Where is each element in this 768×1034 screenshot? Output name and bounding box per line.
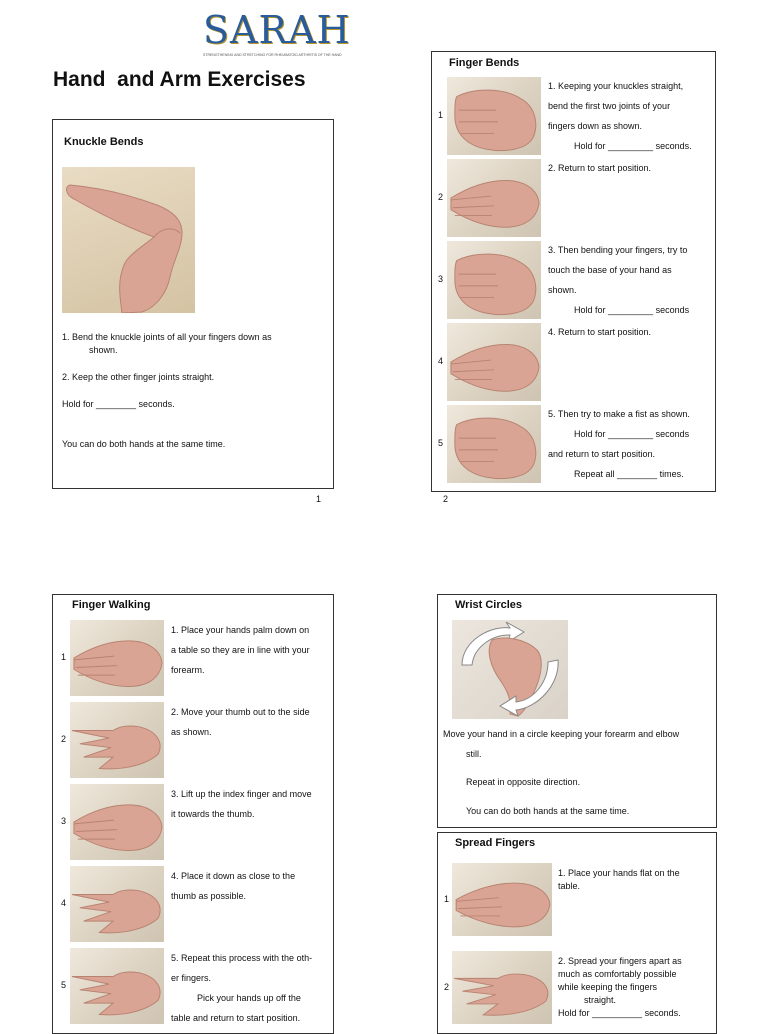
row-number: 4 xyxy=(438,356,444,366)
wrist-line2: Repeat in opposite direction. xyxy=(466,777,581,787)
hand-photo xyxy=(70,948,164,1024)
row-text: shown. xyxy=(548,285,577,295)
row-text: 2. Return to start position. xyxy=(548,163,652,173)
row-text: a table so they are in line with your xyxy=(171,645,310,655)
row-text: 2. Spread your fingers apart as xyxy=(558,956,682,966)
knuckle-step2: 2. Keep the other finger joints straight. xyxy=(62,372,215,382)
row-text: fingers down as shown. xyxy=(548,121,643,131)
finger-bends-card xyxy=(431,51,716,492)
row-text: straight. xyxy=(584,995,617,1005)
card-title: Wrist Circles xyxy=(455,599,523,611)
row-text: table. xyxy=(558,881,581,891)
hand-icon xyxy=(447,241,541,319)
row-text: er fingers. xyxy=(171,973,212,983)
hand-photo xyxy=(452,863,552,936)
row-text: forearm. xyxy=(171,665,205,675)
wrist-line1: Move your hand in a circle keeping your forearm and elbow xyxy=(443,729,680,739)
knuckle-step1b: shown. xyxy=(89,345,118,355)
row-number: 2 xyxy=(444,981,450,992)
row-text: thumb as possible. xyxy=(171,891,247,901)
card-title: Finger Walking xyxy=(72,599,151,611)
row-text: Hold for _________ seconds xyxy=(574,429,690,439)
hand-icon xyxy=(452,951,552,1024)
row-text: 1. Place your hands flat on the xyxy=(558,868,680,878)
spread-fingers-card xyxy=(437,832,717,1034)
row-text: touch the base of your hand as xyxy=(548,265,672,275)
hand-icon xyxy=(447,77,541,155)
wrist-photo xyxy=(452,620,568,719)
knuckle-note: You can do both hands at the same time. xyxy=(62,439,226,449)
hand-photo xyxy=(447,77,541,155)
row-number: 3 xyxy=(438,274,444,284)
page-title: Hand and Arm Exercises xyxy=(53,68,306,91)
hand-photo xyxy=(70,702,164,778)
row-number: 5 xyxy=(438,438,444,448)
hand-icon xyxy=(70,784,164,860)
logo-text: SARAH xyxy=(203,8,351,52)
wrist-line3: You can do both hands at the same time. xyxy=(466,806,630,816)
row-text: 3. Then bending your fingers, try to xyxy=(548,245,688,255)
row-text: table and return to start position. xyxy=(171,1013,301,1023)
row-text: Hold for __________ seconds. xyxy=(558,1008,681,1018)
page-number-2: 2 xyxy=(443,494,449,504)
row-text: it towards the thumb. xyxy=(171,809,255,819)
hand-icon xyxy=(70,866,164,942)
wrist-circles-card xyxy=(437,594,717,828)
card-title: Knuckle Bends xyxy=(64,136,144,148)
wrist-circle-icon xyxy=(452,620,568,719)
row-number: 3 xyxy=(61,816,67,826)
row-text: 2. Move your thumb out to the side xyxy=(171,707,310,717)
row-text: 1. Keeping your knuckles straight, xyxy=(548,81,684,91)
row-text: Hold for _________ seconds. xyxy=(574,141,692,151)
row-text: 4. Return to start position. xyxy=(548,327,652,337)
hand-photo xyxy=(70,784,164,860)
row-text: 4. Place it down as close to the xyxy=(171,871,296,881)
hand-icon xyxy=(70,702,164,778)
hand-photo xyxy=(70,620,164,696)
row-number: 1 xyxy=(61,652,67,662)
row-text: Hold for _________ seconds xyxy=(574,305,690,315)
hand-photo xyxy=(447,323,541,401)
wrist-line1b: still. xyxy=(466,749,482,759)
sarah-logo xyxy=(203,8,351,62)
row-number: 5 xyxy=(61,980,67,990)
hand-photo xyxy=(447,241,541,319)
logo-tagline: STRENGTHENING AND STRETCHING FOR RHEUMATOID ARTHRITIS OF THE HAND xyxy=(203,53,342,57)
row-text: Pick your hands up off the xyxy=(197,993,301,1003)
row-number: 1 xyxy=(444,893,450,904)
row-text: and return to start position. xyxy=(548,449,656,459)
hand-photo xyxy=(62,167,195,313)
row-number: 4 xyxy=(61,898,67,908)
hand-photo xyxy=(452,951,552,1024)
hand-icon xyxy=(70,620,164,696)
knuckle-hold: Hold for ________ seconds. xyxy=(62,399,175,409)
page-number-1: 1 xyxy=(316,494,322,504)
row-text: bend the first two joints of your xyxy=(548,101,671,111)
hand-icon xyxy=(447,405,541,483)
knuckle-bends-card xyxy=(52,119,334,489)
hand-photo xyxy=(447,159,541,237)
hand-icon xyxy=(70,948,164,1024)
finger-walking-card xyxy=(52,594,334,1034)
hand-icon xyxy=(447,159,541,237)
row-text: 3. Lift up the index finger and move xyxy=(171,789,312,799)
row-text: 1. Place your hands palm down on xyxy=(171,625,310,635)
row-text: much as comfortably possible xyxy=(558,969,677,979)
card-title: Spread Fingers xyxy=(455,837,536,849)
row-text: 5. Then try to make a fist as shown. xyxy=(548,409,690,419)
row-text: 5. Repeat this process with the oth- xyxy=(171,953,313,963)
row-text: while keeping the fingers xyxy=(558,982,658,992)
row-number: 2 xyxy=(438,192,444,202)
row-number: 2 xyxy=(61,734,67,744)
row-text: Repeat all ________ times. xyxy=(574,469,684,479)
card-title: Finger Bends xyxy=(449,57,520,69)
hand-icon xyxy=(452,863,552,936)
hand-photo xyxy=(447,405,541,483)
row-number: 1 xyxy=(438,110,444,120)
row-text: as shown. xyxy=(171,727,212,737)
hand-photo xyxy=(70,866,164,942)
hand-icon xyxy=(447,323,541,401)
knuckle-bend-hand-icon xyxy=(62,167,195,313)
knuckle-step1: 1. Bend the knuckle joints of all your fingers down as xyxy=(62,332,272,342)
